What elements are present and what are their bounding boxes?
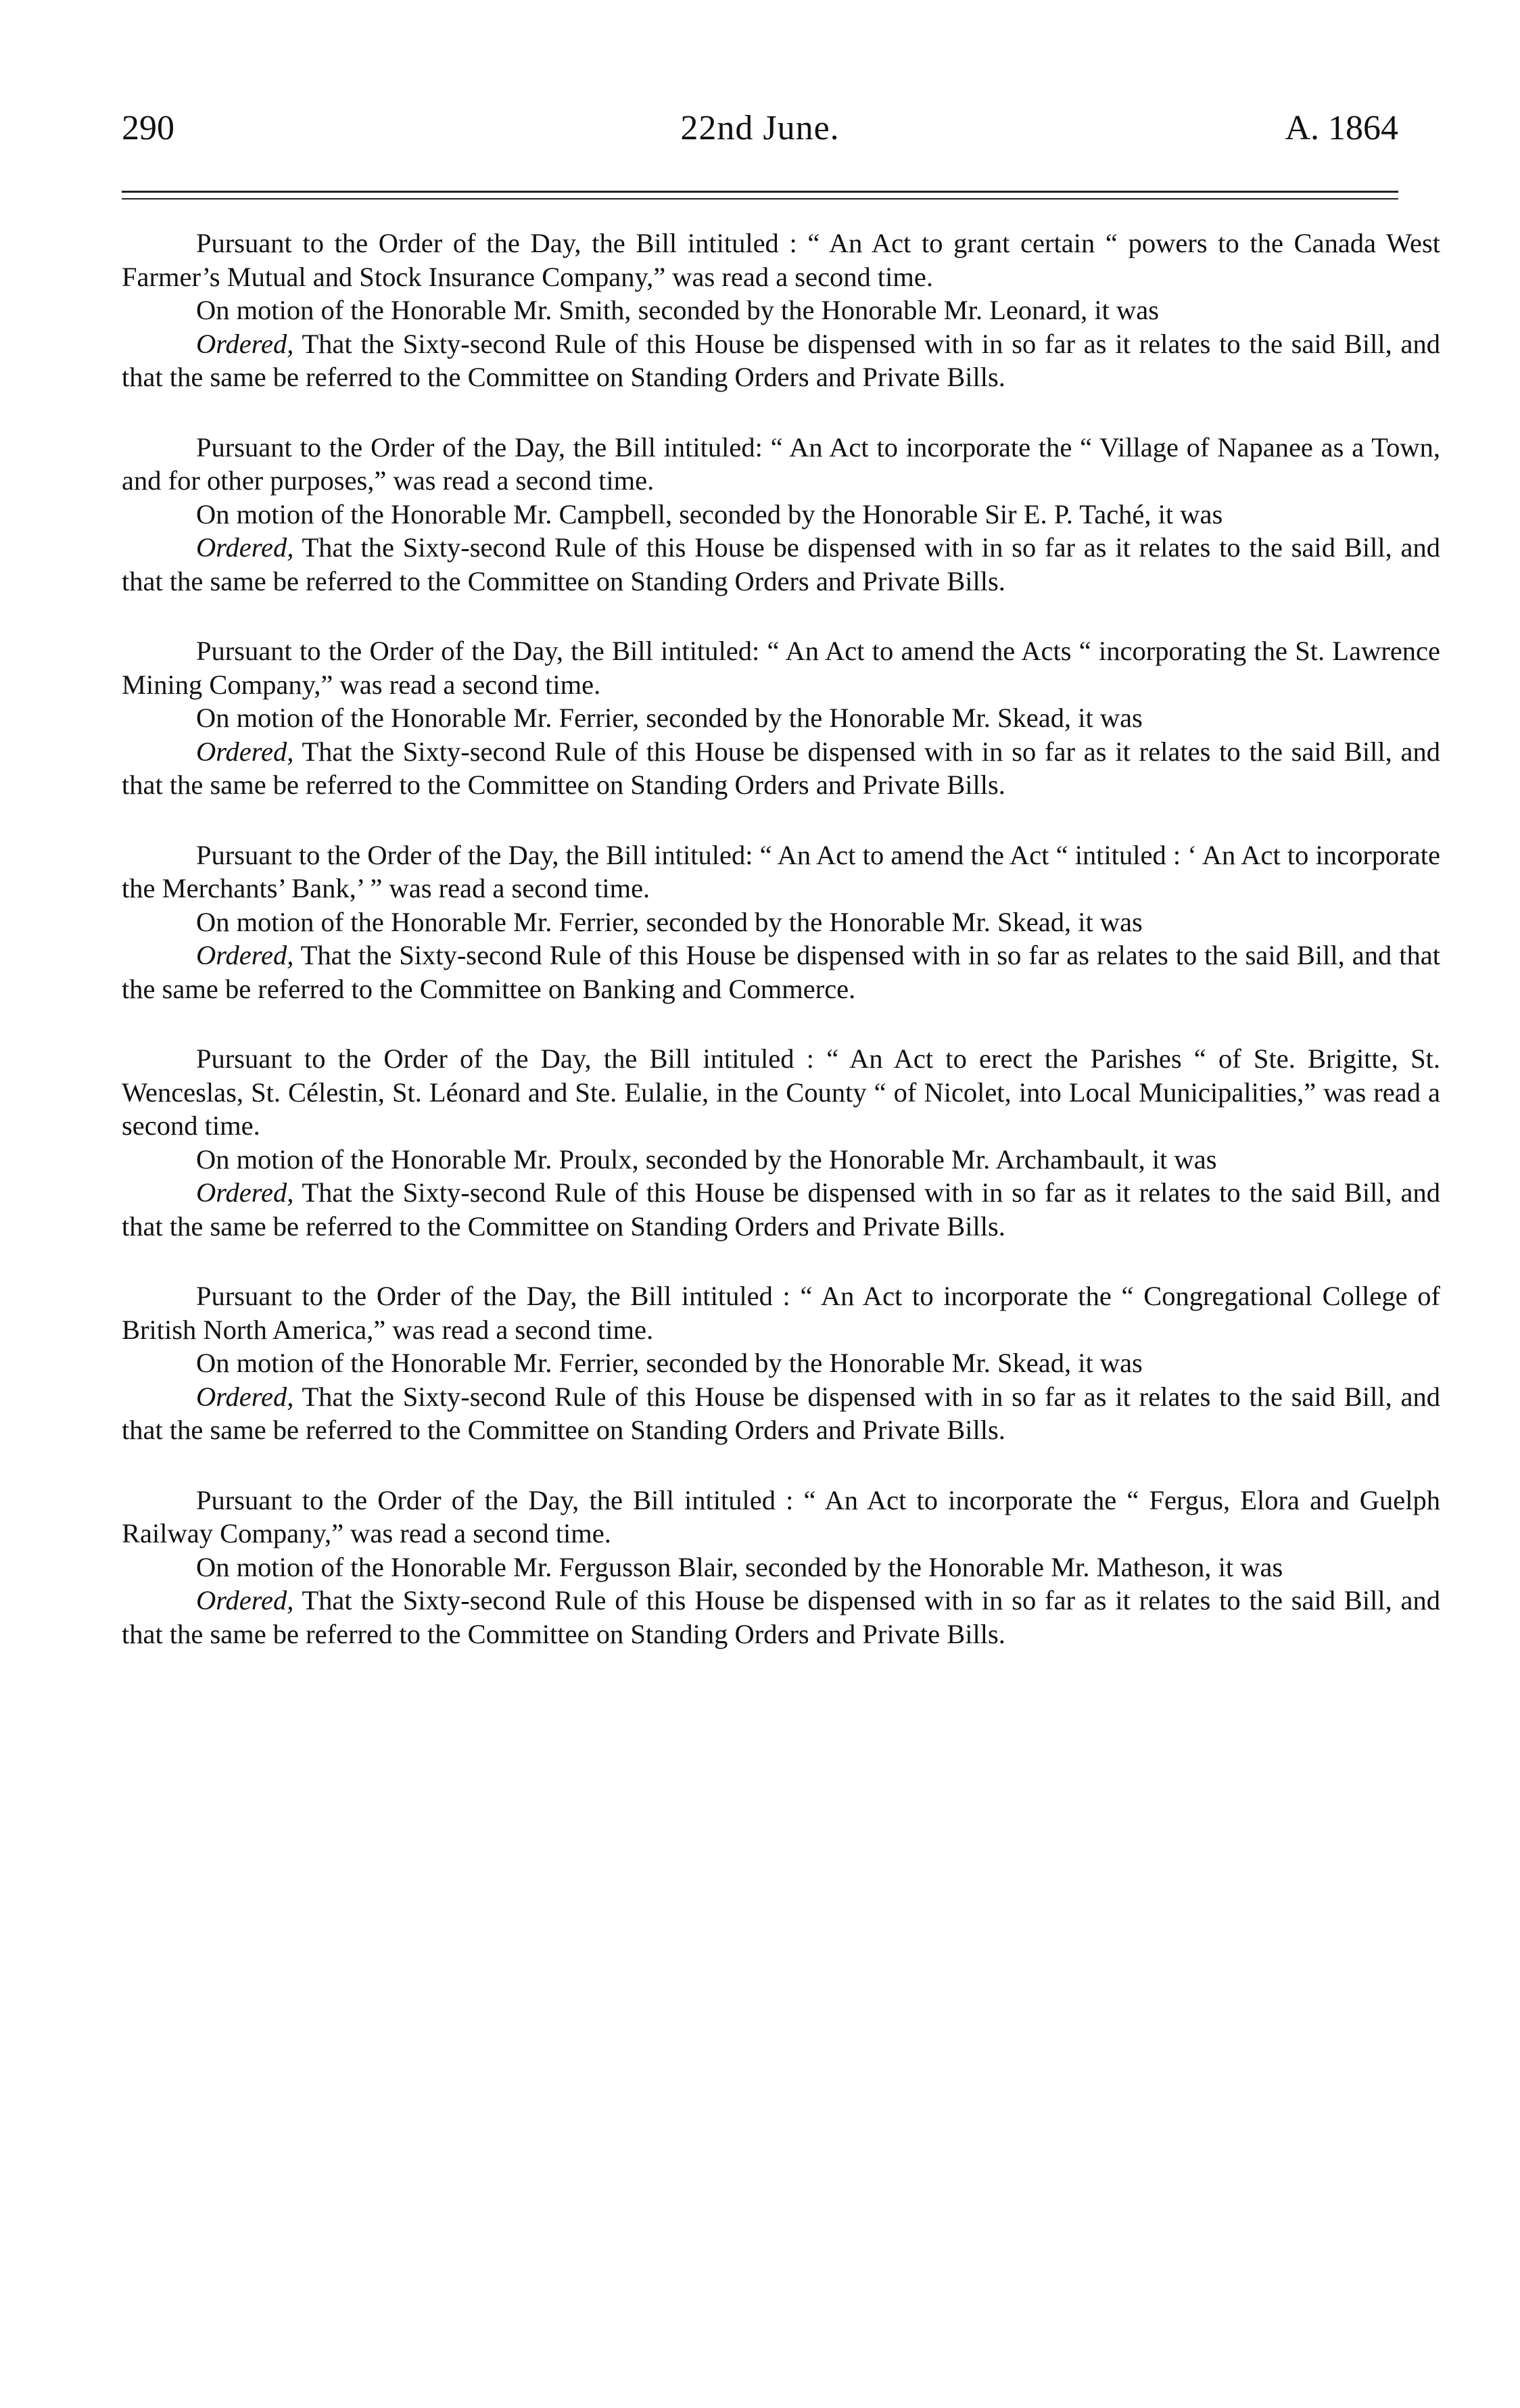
header-rule-thick xyxy=(122,191,1398,193)
motion-text: On motion of the Honorable Mr. Ferrier, seconded by the Honorable Mr. Skead, it was xyxy=(196,703,1143,733)
ordered-label: Ordered, xyxy=(196,940,294,970)
second-reading-text: Pursuant to the Order of the Day, the Bill intituled : “ An Act to incorporate the “ Fergus, Elora and Guelph Railway Company,” was read a second time. xyxy=(122,1484,1440,1549)
motion-text: On motion of the Honorable Mr. Fergusson Blair, seconded by the Honorable Mr. Matheson, it was xyxy=(196,1551,1283,1582)
order-paragraph xyxy=(122,327,1440,394)
order-paragraph xyxy=(122,1176,1440,1243)
journal-entry xyxy=(122,1484,1440,1651)
second-reading-text: Pursuant to the Order of the Day, the Bill intituled : “ An Act to grant certain “ powers to the Canada West Farmer’s Mutual and Stock Insurance Company,” was read a second time. xyxy=(122,228,1440,292)
journal-entry xyxy=(122,227,1440,394)
ordered-label: Ordered, xyxy=(196,328,294,359)
motion-text: On motion of the Honorable Mr. Smith, seconded by the Honorable Mr. Leonard, it was xyxy=(196,295,1159,325)
page-year: A. 1864 xyxy=(1285,109,1398,147)
order-text: That the Sixty-second Rule of this House be dispensed with in so far as it relates to the said Bill, and that the same be referred to the Committee on Standing Orders and Private Bills. xyxy=(122,736,1440,800)
order-text: That the Sixty-second Rule of this House be dispensed with in so far as it relates to the said Bill, and that the same be referred to the Committee on Standing Orders and Private Bills. xyxy=(122,328,1440,392)
journal-entry xyxy=(122,1042,1440,1243)
second-reading-text: Pursuant to the Order of the Day, the Bill intituled: “ An Act to incorporate the “ Village of Napanee as a Town, and for other purposes,” was read a second time. xyxy=(122,431,1440,496)
journal-entry xyxy=(122,839,1440,1006)
journal-entry xyxy=(122,431,1440,598)
header-rule-thin xyxy=(122,198,1398,199)
order-paragraph xyxy=(122,735,1440,802)
motion-text: On motion of the Honorable Mr. Ferrier, seconded by the Honorable Mr. Skead, it was xyxy=(196,1348,1143,1378)
ordered-label: Ordered, xyxy=(196,1381,294,1412)
second-reading-text: Pursuant to the Order of the Day, the Bill intituled: “ An Act to amend the Act “ intituled : ‘ An Act to incorporate the Merchants’ Bank,’ ” was read a second time. xyxy=(122,839,1440,903)
second-reading-text: Pursuant to the Order of the Day, the Bill intituled : “ An Act to erect the Parishes “ of Ste. Brigitte, St. Wenceslas, St. Célestin, St. Léonard and Ste. Eulalie, in the County “ of Nicolet, into Local Municipalities,” was read a second time. xyxy=(122,1043,1440,1141)
page-date: 22nd June. xyxy=(680,109,840,147)
order-paragraph xyxy=(122,1380,1440,1447)
order-paragraph xyxy=(122,939,1440,1006)
order-paragraph xyxy=(122,531,1440,598)
ordered-label: Ordered, xyxy=(196,532,294,563)
order-paragraph xyxy=(122,1584,1440,1651)
motion-text: On motion of the Honorable Mr. Ferrier, seconded by the Honorable Mr. Skead, it was xyxy=(196,906,1143,937)
page-number: 290 xyxy=(122,109,174,147)
order-text: That the Sixty-second Rule of this House be dispensed with in so far as it relates to the said Bill, and that the same be referred to the Committee on Standing Orders and Private Bills. xyxy=(122,1177,1440,1242)
ordered-label: Ordered, xyxy=(196,1585,294,1615)
motion-text: On motion of the Honorable Mr. Proulx, seconded by the Honorable Mr. Archambault, it was xyxy=(196,1143,1217,1175)
journal-body xyxy=(122,227,1440,1687)
order-text: That the Sixty-second Rule of this House be dispensed with in so far as it relates to the said Bill, and that the same be referred to the Committee on Standing Orders and Private Bills. xyxy=(122,532,1440,596)
journal-entry xyxy=(122,1279,1440,1447)
ordered-label: Ordered, xyxy=(196,736,294,767)
order-text: That the Sixty-second Rule of this House be dispensed with in so far as it relates to the said Bill, and that the same be referred to the Committee on Standing Orders and Private Bills. xyxy=(122,1381,1440,1445)
ordered-label: Ordered, xyxy=(196,1177,294,1208)
order-text: That the Sixty-second Rule of this House be dispensed with in so far as it relates to the said Bill, and that the same be referred to the Committee on Standing Orders and Private Bills. xyxy=(122,1585,1440,1649)
motion-text: On motion of the Honorable Mr. Campbell, seconded by the Honorable Sir E. P. Taché, it was xyxy=(196,498,1223,529)
order-text: That the Sixty-second Rule of this House be dispensed with in so far as relates to the said Bill, and that the same be referred to the Committee on Banking and Commerce. xyxy=(122,940,1440,1004)
running-head xyxy=(122,101,1398,156)
second-reading-text: Pursuant to the Order of the Day, the Bill intituled: “ An Act to amend the Acts “ incorporating the St. Lawrence Mining Company,” was read a second time. xyxy=(122,636,1440,700)
journal-entry xyxy=(122,634,1440,802)
second-reading-text: Pursuant to the Order of the Day, the Bill intituled : “ An Act to incorporate the “ Congregational College of British North America,” was read a second time. xyxy=(122,1281,1440,1345)
